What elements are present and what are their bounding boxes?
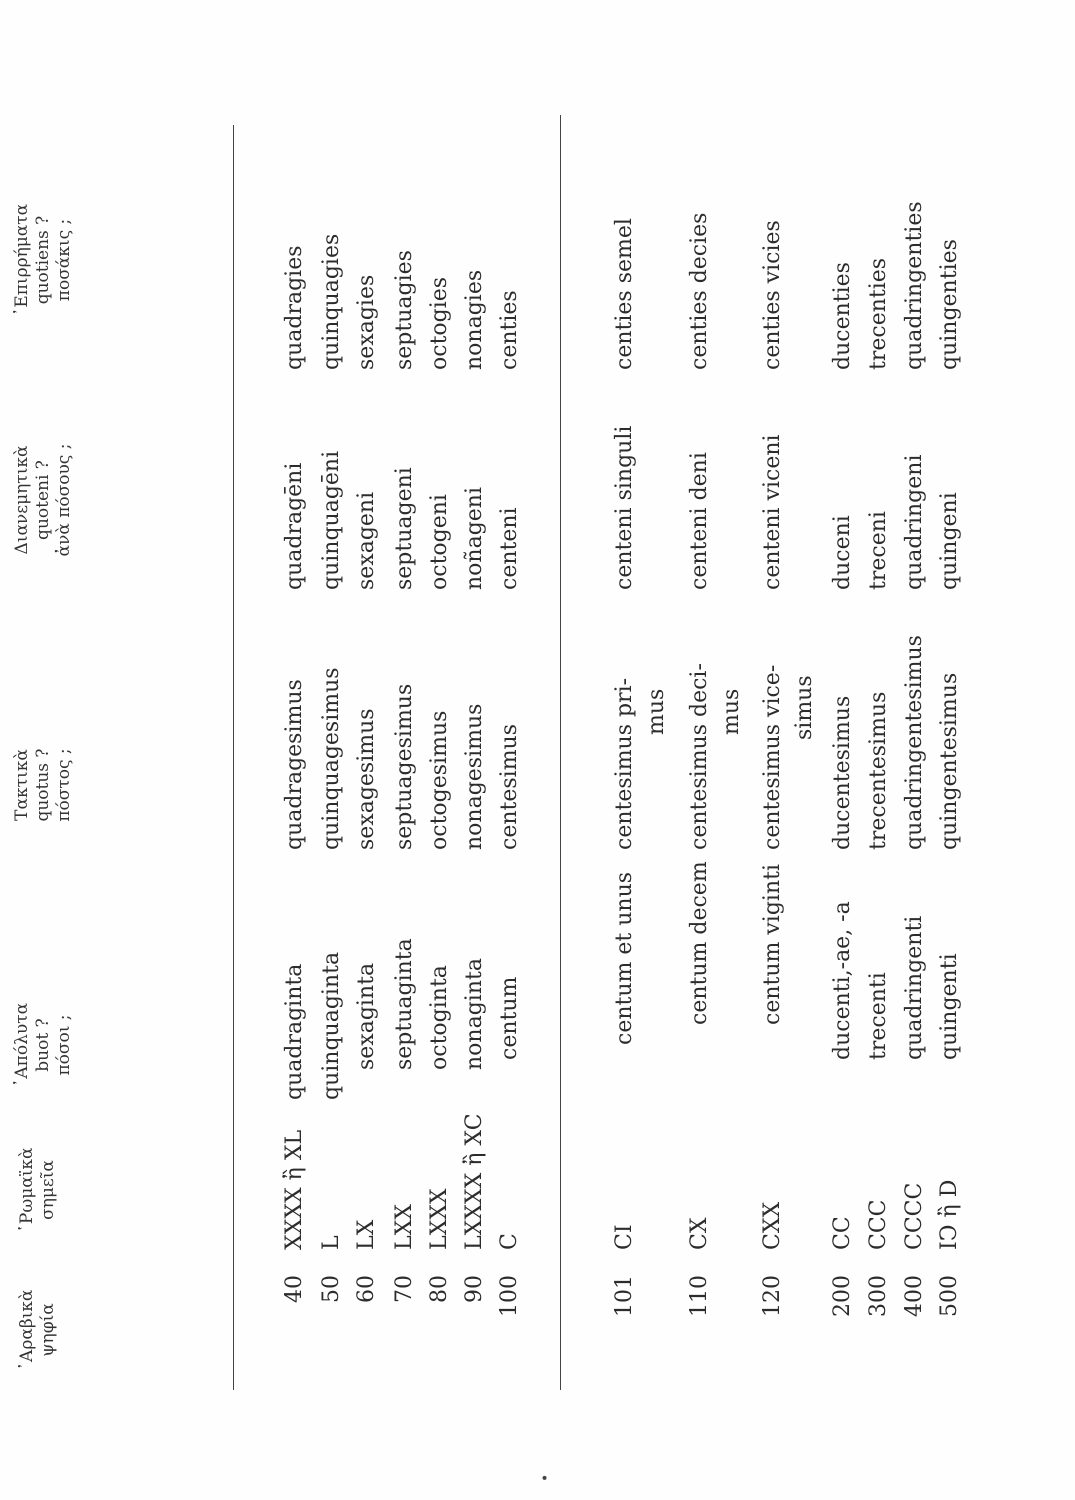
cell-arabic: 500 (937, 1275, 962, 1317)
cell-adverb: septuagies (392, 250, 417, 370)
table-row (352, 0, 382, 1500)
cell-roman: LXXX (427, 1188, 452, 1250)
cell-ordinal: nonagesimus (462, 703, 487, 850)
stray-mark: • (538, 1473, 554, 1482)
cell-ordinal: centesimus vice- (760, 664, 785, 850)
cell-arabic: 90 (462, 1275, 487, 1303)
cell-roman: L (319, 1235, 344, 1250)
cell-arabic: 40 (282, 1275, 307, 1303)
cell-adverb: centies vicies (760, 220, 785, 370)
table-row-continuation (790, 0, 820, 1500)
cell-adverb: centies (497, 290, 522, 370)
cell-ordinal: quadragesimus (282, 679, 307, 850)
cell-arabic: 400 (902, 1275, 927, 1317)
header-arabic: ᾿Αραβικὰ ψηφία (17, 1289, 58, 1371)
cell-ordinal: trecentesimus (866, 691, 891, 850)
header-ordinal: Τακτικὰ quotus ? πόστος ; (12, 748, 74, 822)
table-row (390, 0, 420, 1500)
cell-absolute: trecenti (866, 972, 891, 1060)
cell-roman: CCCC (902, 1182, 927, 1250)
table-row (758, 0, 788, 1500)
cell-arabic: 101 (612, 1275, 637, 1317)
cell-adverb: centies decies (687, 212, 712, 370)
table-row (280, 0, 310, 1500)
cell-distributive: quingeni (937, 492, 962, 590)
cell-adverb: octogies (427, 276, 452, 370)
table-row-continuation (642, 0, 672, 1500)
table-row (828, 0, 858, 1500)
table-row (864, 0, 894, 1500)
cell-absolute: quadraginta (282, 963, 307, 1100)
cell-ordinal: centesimus pri- (612, 677, 637, 850)
cell-roman: CXX (760, 1201, 785, 1250)
cell-absolute: quadringenti (902, 915, 927, 1060)
cell-distributive: duceni (830, 515, 855, 590)
cell-arabic: 100 (497, 1275, 522, 1317)
cell-arabic: 300 (866, 1275, 891, 1317)
section-rule (560, 115, 561, 1390)
cell-distributive: quadragēni (282, 462, 307, 590)
table-row (495, 0, 525, 1500)
cell-arabic: 120 (760, 1275, 785, 1317)
cell-distributive: quinquagēni (319, 450, 344, 590)
cell-absolute: centum et unus (612, 871, 637, 1045)
cell-ordinal: octogesimus (427, 710, 452, 850)
cell-adverb: centies semel (612, 218, 637, 370)
cell-adverb: quadragies (282, 245, 307, 370)
cell-adverb: quadringenties (902, 201, 927, 370)
cell-roman: XXXX ἢ XL (282, 1129, 307, 1250)
cell-roman: C (497, 1233, 522, 1250)
cell-roman: LX (354, 1219, 379, 1250)
table-row (935, 0, 965, 1500)
cell-distributive: quadringeni (902, 454, 927, 590)
cell-absolute: sexaginta (354, 962, 379, 1070)
cell-absolute: nonaginta (462, 958, 487, 1070)
cell-adverb: sexagies (354, 274, 379, 370)
table-row (460, 0, 490, 1500)
cell-roman: CX (687, 1217, 712, 1250)
cell-ordinal-cont: mus (644, 688, 669, 735)
table-row (685, 0, 715, 1500)
header-absolute: ᾿Απόλυτα buot ? πόσοι ; (12, 1002, 74, 1088)
cell-ordinal: quinquagesimus (319, 667, 344, 850)
table-row-continuation (717, 0, 747, 1500)
table-row (317, 0, 347, 1500)
cell-ordinal: quingentesimus (937, 672, 962, 850)
cell-ordinal: septuagesimus (392, 683, 417, 850)
cell-roman: CI (612, 1224, 637, 1250)
table-row (900, 0, 930, 1500)
cell-absolute: ducenti,-ae, -a (830, 901, 855, 1060)
cell-ordinal-cont: simus (792, 675, 817, 740)
cell-adverb: nonagies (462, 269, 487, 370)
cell-absolute: quingenti (937, 953, 962, 1060)
cell-ordinal: quadringentesimus (902, 635, 927, 850)
cell-absolute: septuaginta (392, 938, 417, 1070)
cell-distributive: octogeni (427, 494, 452, 590)
cell-adverb: ducenties (830, 262, 855, 370)
table-row (425, 0, 455, 1500)
header-roman: ῾Ρωμαϊκὰ σημεῖα (17, 1147, 58, 1233)
cell-arabic: 60 (354, 1275, 379, 1303)
cell-roman: LXXXX ἢ XC (462, 1113, 487, 1250)
cell-absolute: centum (497, 976, 522, 1060)
cell-distributive: noñageni (462, 486, 487, 590)
cell-distributive: septuageni (392, 467, 417, 590)
header-rule (233, 125, 234, 1390)
cell-arabic: 80 (427, 1275, 452, 1303)
cell-absolute: centum decem (687, 861, 712, 1025)
cell-absolute: quinquaginta (319, 951, 344, 1100)
table-row (610, 0, 640, 1500)
cell-ordinal: centesimus (497, 723, 522, 850)
cell-roman: IↃ ἢ D (937, 1179, 962, 1250)
cell-distributive: sexageni (354, 491, 379, 590)
cell-roman: CC (830, 1216, 855, 1250)
cell-ordinal: centesimus deci- (687, 663, 712, 850)
cell-adverb: quinquagies (319, 233, 344, 370)
cell-roman: CCC (866, 1199, 891, 1250)
cell-distributive: centeni (497, 507, 522, 590)
cell-absolute: centum viginti (760, 863, 785, 1025)
cell-ordinal: ducentesimus (830, 695, 855, 850)
cell-arabic: 50 (319, 1275, 344, 1303)
cell-distributive: centeni deni (687, 452, 712, 590)
cell-ordinal-cont: mus (719, 688, 744, 735)
cell-ordinal: sexagesimus (354, 708, 379, 850)
cell-arabic: 70 (392, 1275, 417, 1303)
cell-distributive: centeni singuli (612, 425, 637, 590)
cell-absolute: octoginta (427, 965, 452, 1070)
cell-arabic: 200 (830, 1275, 855, 1317)
cell-adverb: trecenties (866, 257, 891, 370)
header-distributive: Διανεμητικὰ quoteni ? ἀνὰ πόσους ; (12, 443, 74, 557)
cell-distributive: treceni (866, 511, 891, 590)
cell-distributive: centeni viceni (760, 434, 785, 590)
cell-roman: LXX (392, 1204, 417, 1250)
cell-adverb: quingenties (937, 239, 962, 370)
cell-arabic: 110 (687, 1275, 712, 1317)
header-adverb: ᾿Επιρρήματα quotiens ? ποσάκις ; (12, 203, 74, 317)
